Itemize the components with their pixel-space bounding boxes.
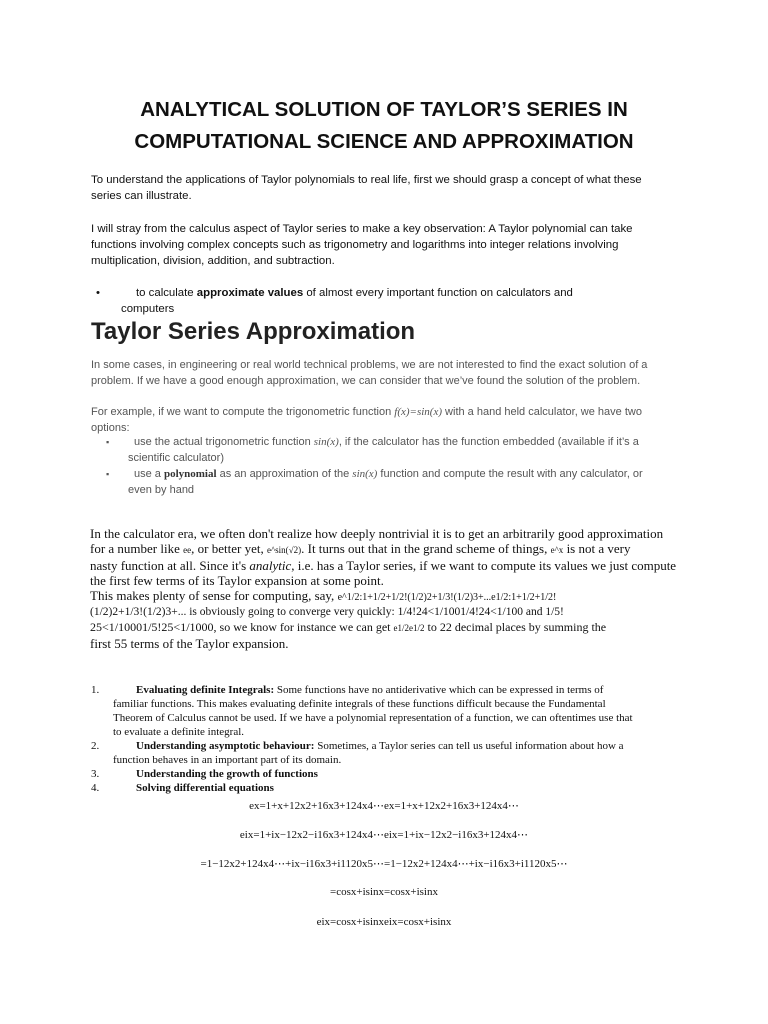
- intro-p2-line: functions involving complex concepts such as trigonometry and logarithms into integer relations involving: [91, 239, 619, 251]
- document-title: [0, 94, 768, 158]
- polynomial-term: polynomial: [163, 468, 217, 480]
- section-p1-line: In some cases, in engineering or real world technical problems, we are not interested to find the exact solution of a: [91, 359, 648, 371]
- list-number: 1.: [91, 684, 100, 696]
- equation-5: eix=cosx+isinxeix=cosx+isinx: [316, 916, 452, 928]
- list-item-1: Evaluating definite Integrals: Some functions have no antiderivative which can be expressed in terms of: [136, 684, 604, 696]
- section-p1-line: problem. If we have a good enough approximation, we can consider that we’ve found the solution of the problem.: [91, 375, 641, 387]
- list-item-1-line: familiar functions. This makes evaluating definite integrals of these functions difficult because the Fundamental: [113, 698, 606, 710]
- title-line-2: COMPUTATIONAL SCIENCE AND APPROXIMATION: [134, 130, 634, 153]
- section-paragraph-2: [91, 404, 691, 436]
- equation-2: eix=1+ix−12x2−i16x3+124x4⋯eix=1+ix−12x2−i16x3+124x4⋯: [239, 829, 529, 841]
- option-2-line-2: even by hand: [128, 484, 195, 496]
- equation-1: ex=1+x+12x2+16x3+124x4⋯ex=1+x+12x2+16x3+124x4⋯: [249, 800, 519, 812]
- list-item-3: Understanding the growth of functions: [136, 768, 318, 780]
- list-number: 4.: [91, 782, 100, 794]
- intro-p2-line: I will stray from the calculus aspect of Taylor series to make a key observation: A Taylor polynomial can take: [91, 223, 633, 235]
- list-number: 2.: [91, 740, 100, 752]
- intro-paragraph-2: [91, 221, 691, 269]
- equation-4: =cosx+isinx=cosx+isinx: [330, 886, 438, 898]
- list-item-2-line: function behaves in an important part of its domain.: [113, 754, 342, 766]
- bullet-item-line-1: to calculate approximate values of almost every important function on calculators and: [136, 287, 573, 299]
- math-fx: f(x)=sin(x): [394, 406, 442, 418]
- equation-3: =1−12x2+124x4⋯+ix−i16x3+i1120x5⋯=1−12x2+124x4⋯+ix−i16x3+i1120x5⋯: [200, 858, 568, 870]
- section-p2-line: options:: [91, 422, 130, 434]
- square-bullet: ▪: [106, 469, 110, 479]
- title-line-1: ANALYTICAL SOLUTION OF TAYLOR’S SERIES IN: [140, 98, 628, 121]
- bullet-item-line-2: computers: [121, 303, 175, 315]
- section-paragraph-1: [91, 357, 691, 389]
- option-1-line-2: scientific calculator): [128, 452, 224, 464]
- list-number: 3.: [91, 768, 100, 780]
- intro-p1-line: To understand the applications of Taylor polynomials to real life, first we should grasp a concept of what these: [91, 174, 642, 186]
- list-item-1-line: Theorem of Calculus cannot be used. If we have a polynomial representation of a function, we can oftentimes use that: [113, 712, 633, 724]
- section-heading: Taylor Series Approximation: [91, 318, 416, 345]
- intro-p1-line: series can illustrate.: [91, 190, 192, 202]
- intro-p2-line: multiplication, division, addition, and subtraction.: [91, 255, 335, 267]
- section-p2-line: For example, if we want to compute the trigonometric function f(x)=sin(x) with a hand held calculator, we have two: [91, 406, 642, 418]
- intro-paragraph-1: [91, 172, 691, 204]
- list-item-2: Understanding asymptotic behaviour: Sometimes, a Taylor series can tell us useful information about how a: [136, 740, 624, 752]
- calc-paragraph: In the calculator era, we often don't realize how deeply nontrivial it is to get an arbitrarily good approximation for a number like ee, or better yet, e^sin(√2). It turns out that in the grand scheme of things, e^x is not a very nasty function at all. Since it's analytic, i.e. has a Taylor series, if we want to compute its values we just compute the first few terms of its Taylor expansion at some point. This makes plenty of sense for computing, say, e^1/2:1+1/2+1/2!(1/2)2+1/3!(1/2)3+...e1/2:1+1/2+1/2! (1/2)2+1/3!(1/2)3+... is obviously going to converge very quickly: 1/4!24<1/1001/4!24<1/100 and 1/5! 25<1/10001/5!25<1/1000, so we know for instance we can get e1/2e1/2 to 22 decimal places by summing the first 55 terms of the Taylor expansion.: [90, 526, 677, 651]
- square-bullet: ▪: [106, 437, 110, 447]
- bullet-bold-term: approximate values: [196, 287, 304, 299]
- option-2-line-1: use a polynomial as an approximation of the sin(x) function and compute the result with any calculator, or: [134, 468, 643, 480]
- list-item-4: Solving differential equations: [136, 782, 274, 794]
- bullet-dot: •: [96, 287, 100, 299]
- list-item-1-line: to evaluate a definite integral.: [113, 726, 245, 738]
- option-1-line-1: use the actual trigonometric function sin(x), if the calculator has the function embedded (available if it’s a: [134, 436, 639, 448]
